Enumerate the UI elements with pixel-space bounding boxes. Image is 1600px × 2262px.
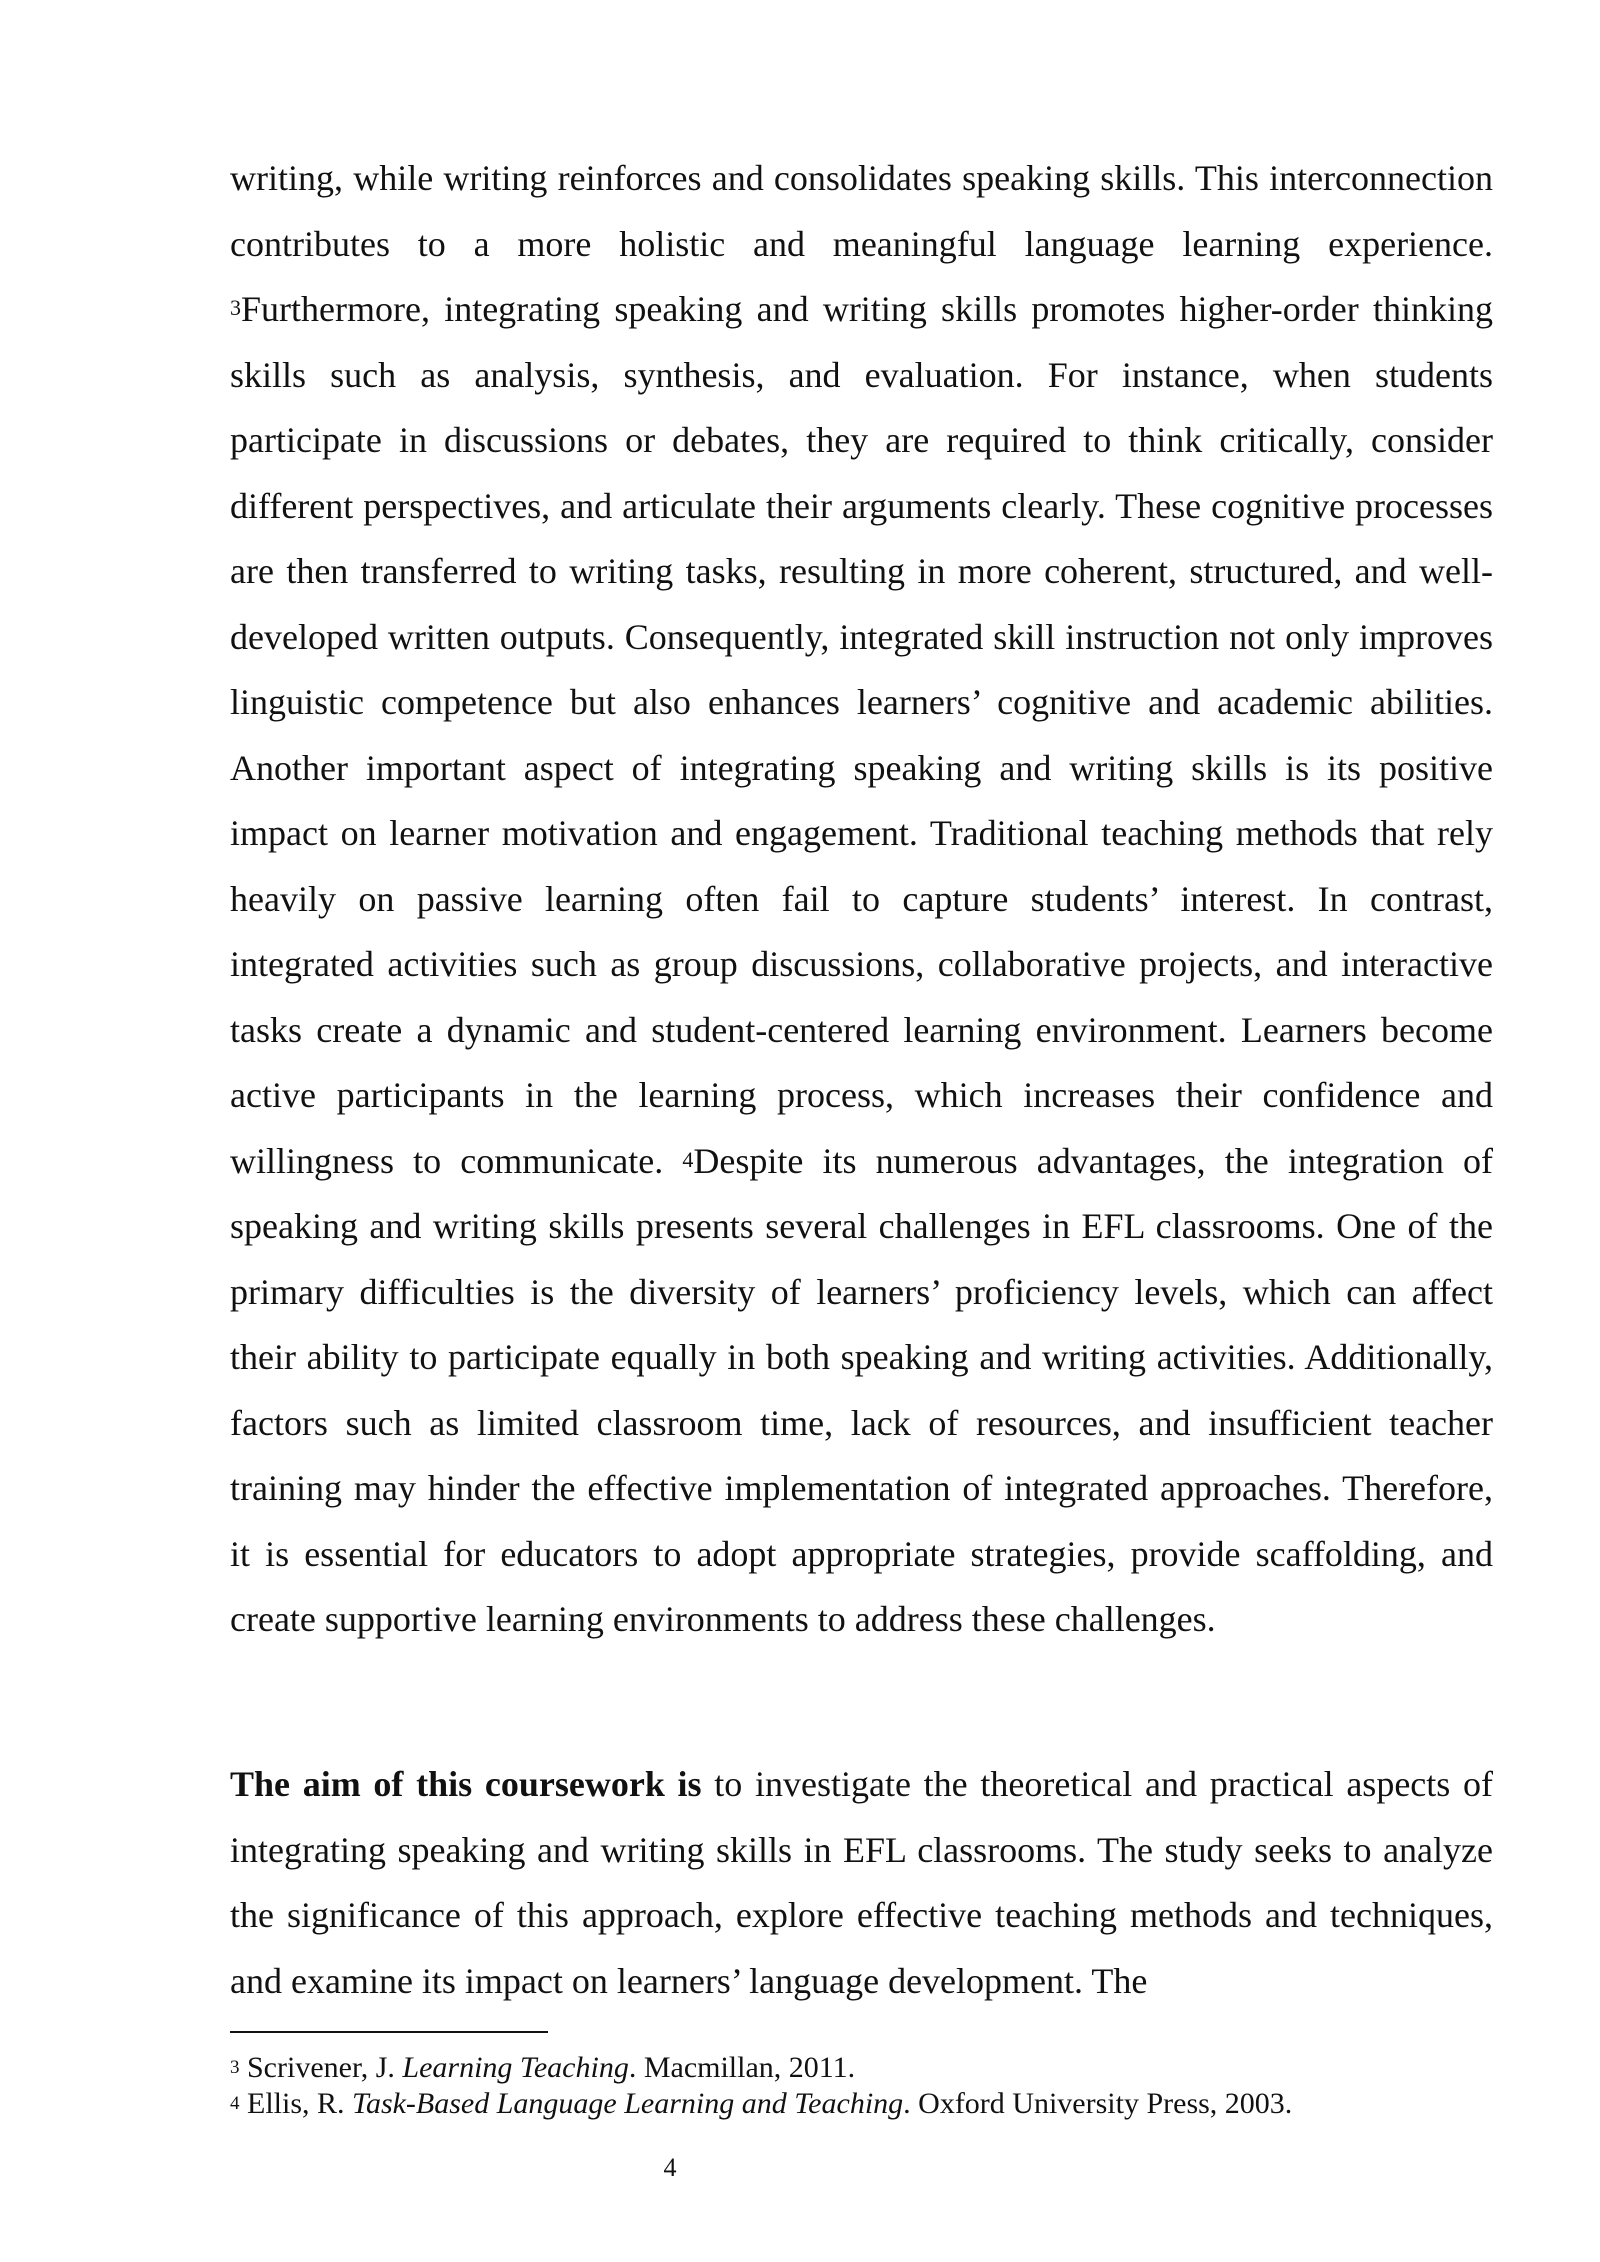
aim-rest: to investigate the theoretical and practical aspects of integrating speaking and writing skills in EFL classrooms. The study seeks to analyze the significance of this approach, explore effective teaching methods and techniques, and examine its impact on learners’ language development. The <box>230 1764 1493 2001</box>
footnote-separator <box>230 2031 548 2033</box>
paragraph-segment-1: writing, while writing reinforces and consolidates speaking skills. This interconnection contributes to a more holistic and meaningful language learning experience. <box>230 158 1493 264</box>
footnote-title: Learning Teaching <box>402 2051 629 2084</box>
footnote-number: 3 <box>230 2057 240 2078</box>
footnote-3 <box>230 2050 1493 2086</box>
footnote-ref-4[interactable]: 4 <box>682 1146 694 1172</box>
footnote-4 <box>230 2086 1493 2122</box>
aim-lead-bold: The aim of this coursework is <box>230 1764 702 1804</box>
aim-text <box>230 1752 1493 2014</box>
footnote-number: 4 <box>230 2093 240 2114</box>
body-paragraph <box>230 146 1493 1653</box>
paragraph-segment-2: Furthermore, integrating speaking and writing skills promotes higher-order thinking skills such as analysis, synthesis, and evaluation. For instance, when students participate in discussions or debates, they are required to think critically, consider different perspectives, and articulate their arguments clearly. These cognitive processes are then transferred to writing tasks, resulting in more coherent, structured, and well-developed written outputs. Consequently, integrated skill instruction not only improves linguistic competence but also enhances learners’ cognitive and academic abilities. Another important aspect of integrating speaking and writing skills is its positive impact on learner motivation and engagement. Traditional teaching methods that rely heavily on passive learning often fail to capture students’ interest. In contrast, integrated activities such as group discussions, collaborative projects, and interactive tasks create a dynamic and student-centered learning environment. Learners become active participants in the learning process, which increases their confidence and willingness to communicate. <box>230 289 1493 1181</box>
paragraph-segment-3: Despite its numerous advantages, the integration of speaking and writing skills presents several challenges in EFL classrooms. One of the primary difficulties is the diversity of learners’ proficiency levels, which can affect their ability to participate equally in both speaking and writing activities. Additionally, factors such as limited classroom time, lack of resources, and insufficient teacher training may hinder the effective implementation of integrated approaches. Therefore, it is essential for educators to adopt appropriate strategies, provide scaffolding, and create supportive learning environments to address these challenges. <box>230 1140 1494 1639</box>
footnote-author: Ellis, R. <box>247 2087 353 2120</box>
footnotes <box>230 2050 1493 2122</box>
footnote-publisher: . Macmillan, 2011. <box>628 2051 856 2084</box>
page-number: 4 <box>663 2153 677 2182</box>
footnote-author: Scrivener, J. <box>247 2051 403 2084</box>
aim-paragraph <box>230 1752 1493 2014</box>
footnote-ref-3[interactable]: 3 <box>230 295 241 320</box>
paragraph-text <box>230 146 1493 1653</box>
footnote-title: Task-Based Language Learning and Teaching <box>352 2087 904 2120</box>
footnote-publisher: . Oxford University Press, 2003. <box>903 2087 1293 2120</box>
